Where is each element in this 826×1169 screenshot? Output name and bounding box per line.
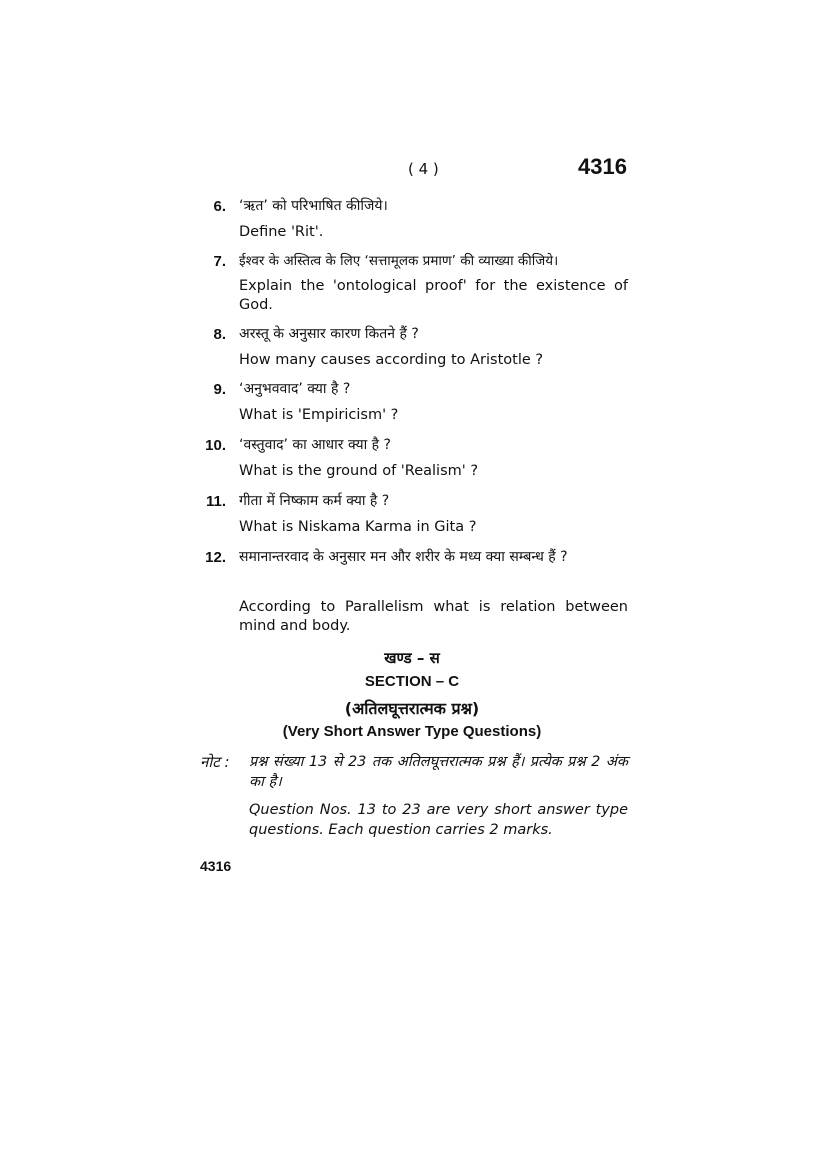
question-hindi: ‘ऋत’ को परिभाषित कीजिये। bbox=[239, 198, 388, 214]
section-hindi-subheading: (अतिलघूत्तरात्मक प्रश्न) bbox=[344, 699, 480, 718]
question-hindi: समानान्तरवाद के अनुसार मन और शरीर के मध्य क्या सम्बन्ध हैं ? bbox=[239, 549, 568, 565]
question-number: 7. bbox=[213, 253, 226, 270]
question-hindi: ईश्वर के अस्तित्व के लिए ‘सत्तामूलक प्रमाण’ की व्याख्या कीजिये। bbox=[239, 253, 559, 269]
question-hindi: ‘वस्तुवाद’ का आधार क्या है ? bbox=[239, 437, 391, 453]
question-english: How many causes according to Aristotle ? bbox=[239, 352, 544, 368]
page-number: ( 4 ) bbox=[408, 160, 439, 178]
section-english-heading: SECTION – C bbox=[364, 673, 460, 690]
question-number: 6. bbox=[213, 198, 226, 215]
question-english: According to Parallelism what is relation between mind and body. bbox=[239, 599, 628, 634]
question-number: 10. bbox=[205, 437, 226, 454]
section-english-subheading: (Very Short Answer Type Questions) bbox=[282, 723, 542, 740]
question-english: What is the ground of 'Realism' ? bbox=[239, 463, 479, 479]
note-hindi: प्रश्न संख्या 13 से 23 तक अतिलघूत्तरात्मक प्रश्न हैं। प्रत्येक प्रश्न 2 अंक का है। bbox=[249, 754, 628, 790]
question-number: 11. bbox=[205, 493, 226, 510]
question-english: What is Niskama Karma in Gita ? bbox=[239, 519, 477, 535]
question-hindi: ‘अनुभववाद’ क्या है ? bbox=[239, 381, 351, 397]
note-label: नोट : bbox=[200, 753, 230, 771]
question-english: Explain the 'ontological proof' for the existence of God. bbox=[239, 278, 628, 313]
section-hindi-heading: खण्ड – स bbox=[384, 649, 440, 667]
paper-code-bottom: 4316 bbox=[200, 858, 232, 874]
question-english: What is 'Empiricism' ? bbox=[239, 407, 399, 423]
question-number: 8. bbox=[213, 326, 226, 343]
note-english: Question Nos. 13 to 23 are very short answer type questions. Each question carries 2 marks. bbox=[249, 802, 628, 838]
question-hindi: अरस्तू के अनुसार कारण कितने हैं ? bbox=[239, 326, 419, 342]
paper-code-top: 4316 bbox=[578, 154, 627, 179]
question-english: Define 'Rit'. bbox=[239, 224, 324, 240]
question-number: 9. bbox=[213, 381, 226, 398]
question-number: 12. bbox=[205, 549, 226, 566]
question-hindi: गीता में निष्काम कर्म क्या है ? bbox=[239, 493, 390, 509]
